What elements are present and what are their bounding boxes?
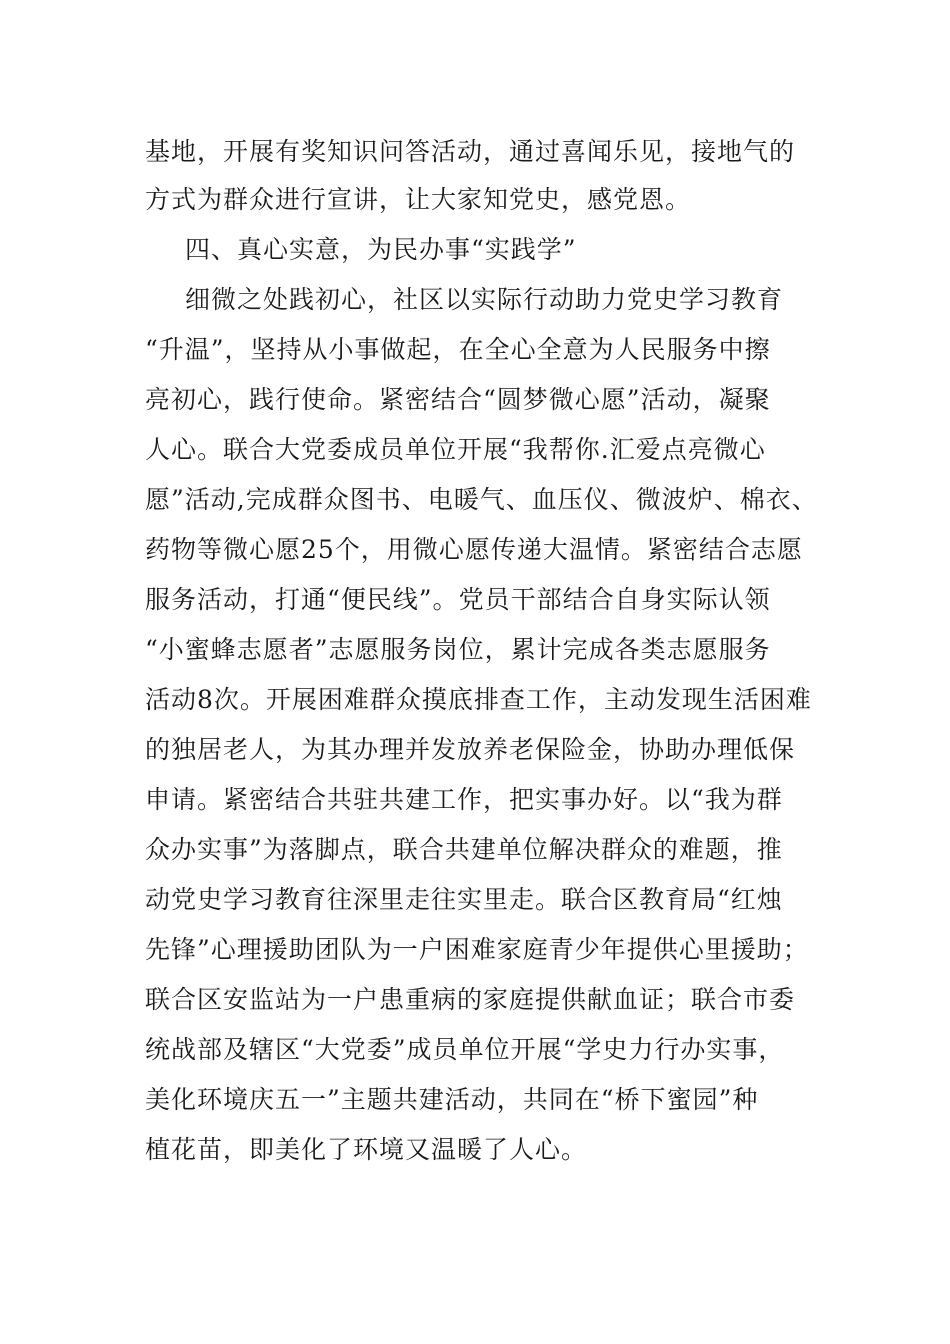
text-line-21: 植花苗，即美化了环境又温暖了人心。 <box>145 1135 588 1164</box>
text-line-17: 先锋”心理援助团队为一户困难家庭青少年提供心里援助； <box>145 935 809 964</box>
text-line-6: 亮初心，践行使命。紧密结合“圆梦微心愿”活动，凝聚 <box>145 385 771 414</box>
text-line-19: 统战部及辖区“大党委”成员单位开展“学史力行办实事， <box>145 1035 785 1064</box>
text-line-18: 联合区安监站为一户患重病的家庭提供献血证；联合市委 <box>145 985 796 1014</box>
text-line-8: 愿”活动,完成群众图书、电暖气、血压仪、微波炉、棉衣、 <box>145 485 818 514</box>
text-line-1: 基地，开展有奖知识问答活动，通过喜闻乐见，接地气的 <box>145 137 796 166</box>
text-line-12: 活动8次。开展困难群众摸底排查工作，主动发现生活困难 <box>145 685 812 714</box>
text-line-14: 申请。紧密结合共驻共建工作，把实事办好。以“我为群 <box>145 785 783 814</box>
text-line-11: “小蜜蜂志愿者”志愿服务岗位，累计完成各类志愿服务 <box>145 635 771 664</box>
section-heading: 四、真心实意，为民办事“实践学” <box>185 235 577 264</box>
text-line-4: 细微之处践初心，社区以实际行动助力党史学习教育 <box>185 285 784 314</box>
text-line-15: 众办实事”为落脚点，联合共建单位解决群众的难题，推 <box>145 835 783 864</box>
text-line-7: 人心。联合大党委成员单位开展“我帮你.汇爱点亮微心 <box>145 435 766 464</box>
text-line-16: 动党史学习教育往深里走往实里走。联合区教育局“红烛 <box>145 885 783 914</box>
text-line-13: 的独居老人，为其办理并发放养老保险金，协助办理低保 <box>145 735 796 764</box>
text-line-10: 服务活动，打通“便民线”。党员干部结合自身实际认领 <box>145 585 771 614</box>
text-line-2: 方式为群众进行宣讲，让大家知党史，感党恩。 <box>145 185 692 214</box>
text-line-5: “升温”，坚持从小事做起，在全心全意为人民服务中擦 <box>145 335 771 364</box>
text-line-20: 美化环境庆五一”主题共建活动，共同在“桥下蜜园”种 <box>145 1085 759 1114</box>
text-line-9: 药物等微心愿25个，用微心愿传递大温情。紧密结合志愿 <box>145 535 803 564</box>
